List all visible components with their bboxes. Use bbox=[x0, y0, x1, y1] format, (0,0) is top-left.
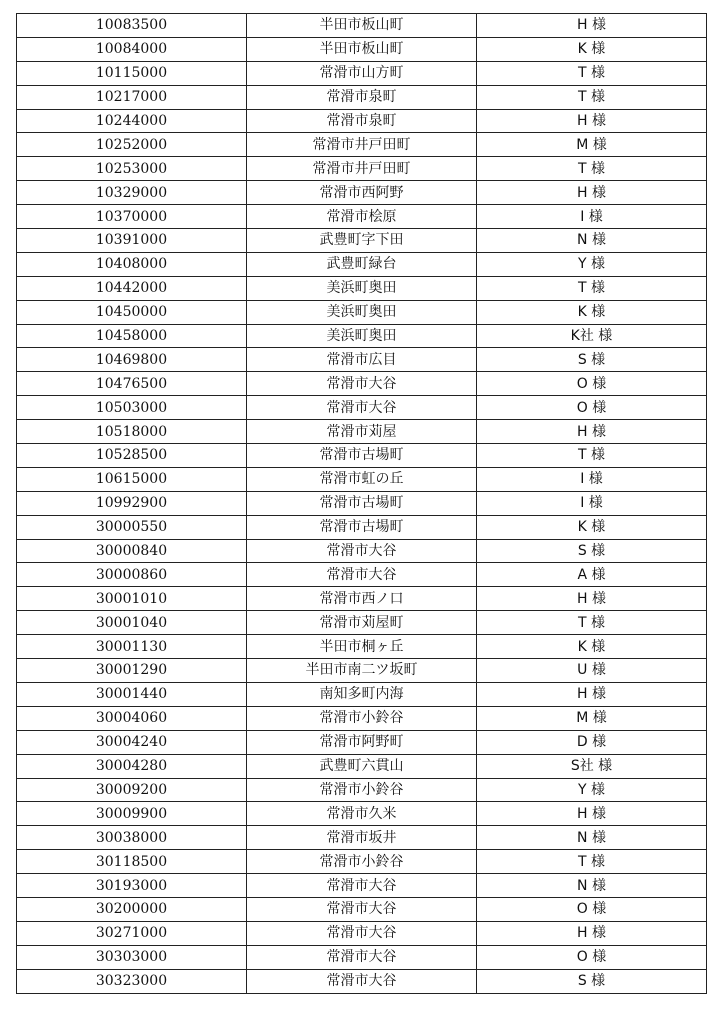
address-cell: 常滑市大谷 bbox=[247, 921, 477, 945]
customer-name-cell: H 様 bbox=[477, 181, 707, 205]
table-row bbox=[17, 874, 707, 898]
address-cell: 武豊町緑台 bbox=[247, 252, 477, 276]
table-row bbox=[17, 372, 707, 396]
table-row bbox=[17, 300, 707, 324]
customer-number-cell: 30001040 bbox=[17, 611, 247, 635]
table-row bbox=[17, 491, 707, 515]
customer-number-cell: 30001290 bbox=[17, 659, 247, 683]
customer-number-cell: 10503000 bbox=[17, 396, 247, 420]
table-row bbox=[17, 969, 707, 993]
table-row bbox=[17, 515, 707, 539]
customer-name-cell: O 様 bbox=[477, 396, 707, 420]
address-cell: 常滑市広目 bbox=[247, 348, 477, 372]
table-body bbox=[17, 14, 707, 994]
table-row bbox=[17, 587, 707, 611]
address-cell: 常滑市大谷 bbox=[247, 372, 477, 396]
customer-number-cell: 30000840 bbox=[17, 539, 247, 563]
table-row bbox=[17, 229, 707, 253]
table-row bbox=[17, 754, 707, 778]
address-cell: 常滑市苅屋 bbox=[247, 420, 477, 444]
customer-name-cell: D 様 bbox=[477, 730, 707, 754]
table-row bbox=[17, 348, 707, 372]
customer-number-cell: 10458000 bbox=[17, 324, 247, 348]
address-cell: 常滑市古場町 bbox=[247, 515, 477, 539]
address-cell: 常滑市大谷 bbox=[247, 874, 477, 898]
customer-name-cell: K 様 bbox=[477, 300, 707, 324]
table-row bbox=[17, 324, 707, 348]
table-row bbox=[17, 897, 707, 921]
address-cell: 武豊町字下田 bbox=[247, 229, 477, 253]
table-row bbox=[17, 802, 707, 826]
customer-name-cell: N 様 bbox=[477, 229, 707, 253]
customer-name-cell: I 様 bbox=[477, 205, 707, 229]
table-row bbox=[17, 921, 707, 945]
address-cell: 常滑市小鈴谷 bbox=[247, 850, 477, 874]
customer-name-cell: I 様 bbox=[477, 467, 707, 491]
customer-name-cell: N 様 bbox=[477, 874, 707, 898]
table-row bbox=[17, 467, 707, 491]
customer-number-cell: 10370000 bbox=[17, 205, 247, 229]
customer-name-cell: U 様 bbox=[477, 659, 707, 683]
table-row bbox=[17, 133, 707, 157]
address-cell: 常滑市苅屋町 bbox=[247, 611, 477, 635]
customer-name-cell: S社 様 bbox=[477, 754, 707, 778]
address-cell: 美浜町奥田 bbox=[247, 276, 477, 300]
customer-name-cell: T 様 bbox=[477, 276, 707, 300]
address-cell: 常滑市井戸田町 bbox=[247, 157, 477, 181]
address-cell: 常滑市古場町 bbox=[247, 444, 477, 468]
table-row bbox=[17, 659, 707, 683]
table-row bbox=[17, 706, 707, 730]
customer-name-cell: H 様 bbox=[477, 14, 707, 38]
address-cell: 常滑市小鈴谷 bbox=[247, 706, 477, 730]
address-cell: 半田市南二ツ坂町 bbox=[247, 659, 477, 683]
table-row bbox=[17, 611, 707, 635]
table-row bbox=[17, 85, 707, 109]
address-cell: 常滑市山方町 bbox=[247, 61, 477, 85]
address-cell: 常滑市虹の丘 bbox=[247, 467, 477, 491]
customer-number-cell: 30009900 bbox=[17, 802, 247, 826]
customer-number-cell: 10084000 bbox=[17, 37, 247, 61]
table-row bbox=[17, 61, 707, 85]
table-row bbox=[17, 539, 707, 563]
address-cell: 半田市板山町 bbox=[247, 14, 477, 38]
address-cell: 南知多町内海 bbox=[247, 682, 477, 706]
table-row bbox=[17, 682, 707, 706]
customer-name-cell: K 様 bbox=[477, 515, 707, 539]
customer-number-cell: 10528500 bbox=[17, 444, 247, 468]
table-row bbox=[17, 396, 707, 420]
customer-name-cell: K 様 bbox=[477, 37, 707, 61]
customer-name-cell: H 様 bbox=[477, 921, 707, 945]
table-row bbox=[17, 730, 707, 754]
customer-name-cell: H 様 bbox=[477, 802, 707, 826]
address-cell: 常滑市阿野町 bbox=[247, 730, 477, 754]
customer-name-cell: M 様 bbox=[477, 133, 707, 157]
address-cell: 常滑市西阿野 bbox=[247, 181, 477, 205]
customer-name-cell: T 様 bbox=[477, 444, 707, 468]
customer-number-cell: 10476500 bbox=[17, 372, 247, 396]
customer-name-cell: H 様 bbox=[477, 109, 707, 133]
customer-number-cell: 10518000 bbox=[17, 420, 247, 444]
customer-name-cell: O 様 bbox=[477, 945, 707, 969]
customer-name-cell: T 様 bbox=[477, 157, 707, 181]
customer-number-cell: 30200000 bbox=[17, 897, 247, 921]
customer-name-cell: H 様 bbox=[477, 587, 707, 611]
address-cell: 常滑市大谷 bbox=[247, 539, 477, 563]
table-row bbox=[17, 444, 707, 468]
customer-number-cell: 10469800 bbox=[17, 348, 247, 372]
customer-name-cell: S 様 bbox=[477, 969, 707, 993]
customer-number-cell: 30303000 bbox=[17, 945, 247, 969]
address-cell: 常滑市大谷 bbox=[247, 945, 477, 969]
customer-number-cell: 10450000 bbox=[17, 300, 247, 324]
customer-number-cell: 10992900 bbox=[17, 491, 247, 515]
customer-name-cell: S 様 bbox=[477, 539, 707, 563]
address-cell: 常滑市大谷 bbox=[247, 563, 477, 587]
customer-number-cell: 10442000 bbox=[17, 276, 247, 300]
customer-name-cell: H 様 bbox=[477, 420, 707, 444]
address-cell: 常滑市大谷 bbox=[247, 969, 477, 993]
customer-number-cell: 10083500 bbox=[17, 14, 247, 38]
customer-name-cell: T 様 bbox=[477, 611, 707, 635]
address-cell: 美浜町奥田 bbox=[247, 300, 477, 324]
customer-number-cell: 30009200 bbox=[17, 778, 247, 802]
customer-number-cell: 10217000 bbox=[17, 85, 247, 109]
customer-name-cell: O 様 bbox=[477, 897, 707, 921]
table-row bbox=[17, 276, 707, 300]
customer-number-cell: 10615000 bbox=[17, 467, 247, 491]
address-cell: 常滑市小鈴谷 bbox=[247, 778, 477, 802]
table-row bbox=[17, 109, 707, 133]
table-row bbox=[17, 181, 707, 205]
table-row bbox=[17, 850, 707, 874]
customer-number-cell: 30001130 bbox=[17, 635, 247, 659]
customer-name-cell: T 様 bbox=[477, 850, 707, 874]
customer-name-cell: N 様 bbox=[477, 826, 707, 850]
address-cell: 常滑市久米 bbox=[247, 802, 477, 826]
customer-name-cell: M 様 bbox=[477, 706, 707, 730]
customer-number-cell: 30038000 bbox=[17, 826, 247, 850]
address-cell: 常滑市大谷 bbox=[247, 897, 477, 921]
address-cell: 常滑市桧原 bbox=[247, 205, 477, 229]
customer-name-cell: Y 様 bbox=[477, 778, 707, 802]
customer-number-cell: 30000860 bbox=[17, 563, 247, 587]
customer-number-cell: 30271000 bbox=[17, 921, 247, 945]
customer-number-cell: 30004240 bbox=[17, 730, 247, 754]
address-cell: 常滑市大谷 bbox=[247, 396, 477, 420]
customer-number-cell: 10391000 bbox=[17, 229, 247, 253]
address-cell: 半田市桐ヶ丘 bbox=[247, 635, 477, 659]
table-row bbox=[17, 635, 707, 659]
address-cell: 常滑市坂井 bbox=[247, 826, 477, 850]
customer-number-cell: 30001440 bbox=[17, 682, 247, 706]
customer-name-cell: K 様 bbox=[477, 635, 707, 659]
customer-name-cell: T 様 bbox=[477, 61, 707, 85]
address-cell: 常滑市泉町 bbox=[247, 109, 477, 133]
address-cell: 常滑市古場町 bbox=[247, 491, 477, 515]
table-row bbox=[17, 420, 707, 444]
customer-name-cell: S 様 bbox=[477, 348, 707, 372]
customer-number-cell: 30004060 bbox=[17, 706, 247, 730]
customer-name-cell: A 様 bbox=[477, 563, 707, 587]
customer-name-cell: I 様 bbox=[477, 491, 707, 515]
address-cell: 美浜町奥田 bbox=[247, 324, 477, 348]
address-cell: 半田市板山町 bbox=[247, 37, 477, 61]
address-cell: 常滑市泉町 bbox=[247, 85, 477, 109]
customer-number-cell: 10408000 bbox=[17, 252, 247, 276]
table-row bbox=[17, 205, 707, 229]
customer-number-cell: 30193000 bbox=[17, 874, 247, 898]
address-cell: 常滑市井戸田町 bbox=[247, 133, 477, 157]
customer-name-cell: O 様 bbox=[477, 372, 707, 396]
customer-name-cell: K社 様 bbox=[477, 324, 707, 348]
customer-number-cell: 10252000 bbox=[17, 133, 247, 157]
customer-number-cell: 10253000 bbox=[17, 157, 247, 181]
customer-number-cell: 30323000 bbox=[17, 969, 247, 993]
customer-number-cell: 10115000 bbox=[17, 61, 247, 85]
customer-number-cell: 30118500 bbox=[17, 850, 247, 874]
customer-number-cell: 30000550 bbox=[17, 515, 247, 539]
table-row bbox=[17, 252, 707, 276]
table-row bbox=[17, 945, 707, 969]
table-row bbox=[17, 37, 707, 61]
table-row bbox=[17, 826, 707, 850]
customer-name-cell: Y 様 bbox=[477, 252, 707, 276]
address-cell: 武豊町六貫山 bbox=[247, 754, 477, 778]
table-row bbox=[17, 157, 707, 181]
customer-list-table bbox=[16, 13, 707, 994]
table-row bbox=[17, 563, 707, 587]
table-row bbox=[17, 14, 707, 38]
address-cell: 常滑市西ノ口 bbox=[247, 587, 477, 611]
table-row bbox=[17, 778, 707, 802]
customer-number-cell: 30001010 bbox=[17, 587, 247, 611]
customer-name-cell: T 様 bbox=[477, 85, 707, 109]
customer-number-cell: 10329000 bbox=[17, 181, 247, 205]
customer-name-cell: H 様 bbox=[477, 682, 707, 706]
customer-number-cell: 10244000 bbox=[17, 109, 247, 133]
customer-number-cell: 30004280 bbox=[17, 754, 247, 778]
